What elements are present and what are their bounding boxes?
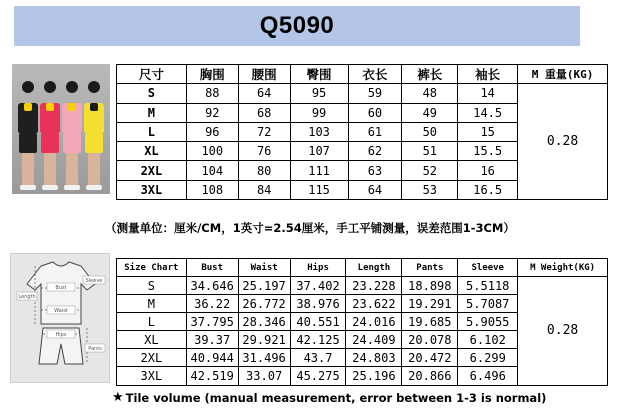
header-cell: Pants bbox=[402, 259, 458, 277]
table-header-row bbox=[117, 259, 608, 277]
table-cell: 37.795 bbox=[186, 313, 238, 331]
measurement-note-en bbox=[112, 390, 546, 405]
table-cell: 42.519 bbox=[186, 367, 238, 385]
weight-cell: 0.28 bbox=[518, 277, 608, 386]
table-cell: 5.5118 bbox=[458, 277, 518, 295]
table-cell: 52 bbox=[402, 161, 458, 180]
diagram-label: Length bbox=[18, 294, 36, 300]
table-cell: 115 bbox=[290, 180, 348, 199]
star-icon: ★ bbox=[112, 390, 124, 405]
size-cell: 2XL bbox=[117, 349, 187, 367]
table-cell: 38.976 bbox=[290, 295, 346, 313]
size-cell: M bbox=[117, 103, 187, 122]
table-cell: 16.5 bbox=[458, 180, 518, 199]
table-cell: 80 bbox=[238, 161, 290, 180]
table-cell: 5.9055 bbox=[458, 313, 518, 331]
table-cell: 6.102 bbox=[458, 331, 518, 349]
table-cell: 34.646 bbox=[186, 277, 238, 295]
table-cell: 53 bbox=[402, 180, 458, 199]
table-cell: 6.496 bbox=[458, 367, 518, 385]
size-cell: M bbox=[117, 295, 187, 313]
table-cell: 40.944 bbox=[186, 349, 238, 367]
size-cell: L bbox=[117, 313, 187, 331]
table-cell: 25.196 bbox=[346, 367, 402, 385]
table-header-row bbox=[117, 65, 608, 84]
table-cell: 14 bbox=[458, 84, 518, 103]
weight-cell: 0.28 bbox=[518, 84, 608, 200]
table-cell: 20.078 bbox=[402, 331, 458, 349]
diagram-label: Waist bbox=[54, 308, 68, 314]
table-cell: 28.346 bbox=[238, 313, 290, 331]
table-cell: 18.898 bbox=[402, 277, 458, 295]
table-cell: 43.7 bbox=[290, 349, 346, 367]
table-cell: 23.622 bbox=[346, 295, 402, 313]
table-cell: 26.772 bbox=[238, 295, 290, 313]
size-cell: S bbox=[117, 277, 187, 295]
size-cell: L bbox=[117, 122, 187, 141]
header-cell: 胸围 bbox=[186, 65, 238, 84]
table-cell: 29.921 bbox=[238, 331, 290, 349]
table-cell: 61 bbox=[348, 122, 402, 141]
model-figure bbox=[18, 81, 38, 190]
measurement-diagram bbox=[10, 253, 110, 383]
table-cell: 96 bbox=[186, 122, 238, 141]
table-cell: 95 bbox=[290, 84, 348, 103]
table-cell: 72 bbox=[238, 122, 290, 141]
header-cell: 袖长 bbox=[458, 65, 518, 84]
table-cell: 45.275 bbox=[290, 367, 346, 385]
header-cell: 尺寸 bbox=[117, 65, 187, 84]
model-figure bbox=[84, 81, 104, 190]
size-cell: S bbox=[117, 84, 187, 103]
header-cell: M Weight(KG) bbox=[518, 259, 608, 277]
diagram-label: Hips bbox=[55, 332, 67, 338]
diagram-label: Bust bbox=[55, 285, 67, 291]
model-figure bbox=[40, 81, 60, 190]
table-cell: 48 bbox=[402, 84, 458, 103]
header-cell: Length bbox=[346, 259, 402, 277]
table-cell: 51 bbox=[402, 142, 458, 161]
table-cell: 25.197 bbox=[238, 277, 290, 295]
table-cell: 15.5 bbox=[458, 142, 518, 161]
header-cell: Hips bbox=[290, 259, 346, 277]
table-cell: 103 bbox=[290, 122, 348, 141]
table-cell: 23.228 bbox=[346, 277, 402, 295]
table-cell: 111 bbox=[290, 161, 348, 180]
table-cell: 99 bbox=[290, 103, 348, 122]
table-cell: 15 bbox=[458, 122, 518, 141]
model-figure bbox=[62, 81, 82, 190]
size-cell: XL bbox=[117, 142, 187, 161]
table-cell: 14.5 bbox=[458, 103, 518, 122]
table-cell: 59 bbox=[348, 84, 402, 103]
table-cell: 39.37 bbox=[186, 331, 238, 349]
size-cell: 3XL bbox=[117, 180, 187, 199]
table-cell: 19.291 bbox=[402, 295, 458, 313]
header-cell: Size Chart bbox=[117, 259, 187, 277]
table-cell: 92 bbox=[186, 103, 238, 122]
header-cell: 腰围 bbox=[238, 65, 290, 84]
measurement-note-text: Tile volume (manual measurement, error between 1-3 is normal) bbox=[125, 390, 547, 405]
diagram-label: Sleeve bbox=[85, 278, 103, 284]
table-cell: 49 bbox=[402, 103, 458, 122]
size-table-en bbox=[116, 258, 608, 386]
table-cell: 31.496 bbox=[238, 349, 290, 367]
table-cell: 37.402 bbox=[290, 277, 346, 295]
header-cell: Sleeve bbox=[458, 259, 518, 277]
table-cell: 24.803 bbox=[346, 349, 402, 367]
garment-outline-icon bbox=[11, 254, 111, 384]
table-cell: 16 bbox=[458, 161, 518, 180]
table-cell: 5.7087 bbox=[458, 295, 518, 313]
table-cell: 84 bbox=[238, 180, 290, 199]
header-cell: 臀围 bbox=[290, 65, 348, 84]
size-cell: 3XL bbox=[117, 367, 187, 385]
header-cell: Waist bbox=[238, 259, 290, 277]
table-cell: 104 bbox=[186, 161, 238, 180]
table-cell: 40.551 bbox=[290, 313, 346, 331]
table-cell: 108 bbox=[186, 180, 238, 199]
table-cell: 6.299 bbox=[458, 349, 518, 367]
table-cell: 60 bbox=[348, 103, 402, 122]
table-cell: 107 bbox=[290, 142, 348, 161]
header-cell: 衣长 bbox=[348, 65, 402, 84]
size-table-cn bbox=[116, 64, 608, 200]
table-cell: 64 bbox=[348, 180, 402, 199]
table-cell: 42.125 bbox=[290, 331, 346, 349]
table-cell: 36.22 bbox=[186, 295, 238, 313]
table-cell: 24.016 bbox=[346, 313, 402, 331]
measurement-note-cn: （测量单位：厘米/CM，1英寸=2.54厘米，手工平铺测量，误差范围1-3CM） bbox=[105, 221, 515, 235]
table-cell: 76 bbox=[238, 142, 290, 161]
table-cell: 88 bbox=[186, 84, 238, 103]
table-cell: 19.685 bbox=[402, 313, 458, 331]
table-cell: 62 bbox=[348, 142, 402, 161]
header-cell: Bust bbox=[186, 259, 238, 277]
diagram-label: Pants bbox=[88, 346, 102, 352]
table-cell: 33.07 bbox=[238, 367, 290, 385]
size-cell: XL bbox=[117, 331, 187, 349]
size-cell: 2XL bbox=[117, 161, 187, 180]
table-cell: 68 bbox=[238, 103, 290, 122]
header-cell: 裤长 bbox=[402, 65, 458, 84]
table-cell: 64 bbox=[238, 84, 290, 103]
table-row bbox=[117, 84, 608, 103]
table-cell: 63 bbox=[348, 161, 402, 180]
product-code: Q5090 bbox=[259, 12, 335, 39]
table-cell: 20.472 bbox=[402, 349, 458, 367]
header-cell: M 重量(KG) bbox=[518, 65, 608, 84]
table-cell: 50 bbox=[402, 122, 458, 141]
table-cell: 100 bbox=[186, 142, 238, 161]
table-row bbox=[117, 277, 608, 295]
product-photo bbox=[12, 64, 110, 194]
title-band bbox=[14, 6, 580, 46]
table-cell: 24.409 bbox=[346, 331, 402, 349]
table-cell: 20.866 bbox=[402, 367, 458, 385]
